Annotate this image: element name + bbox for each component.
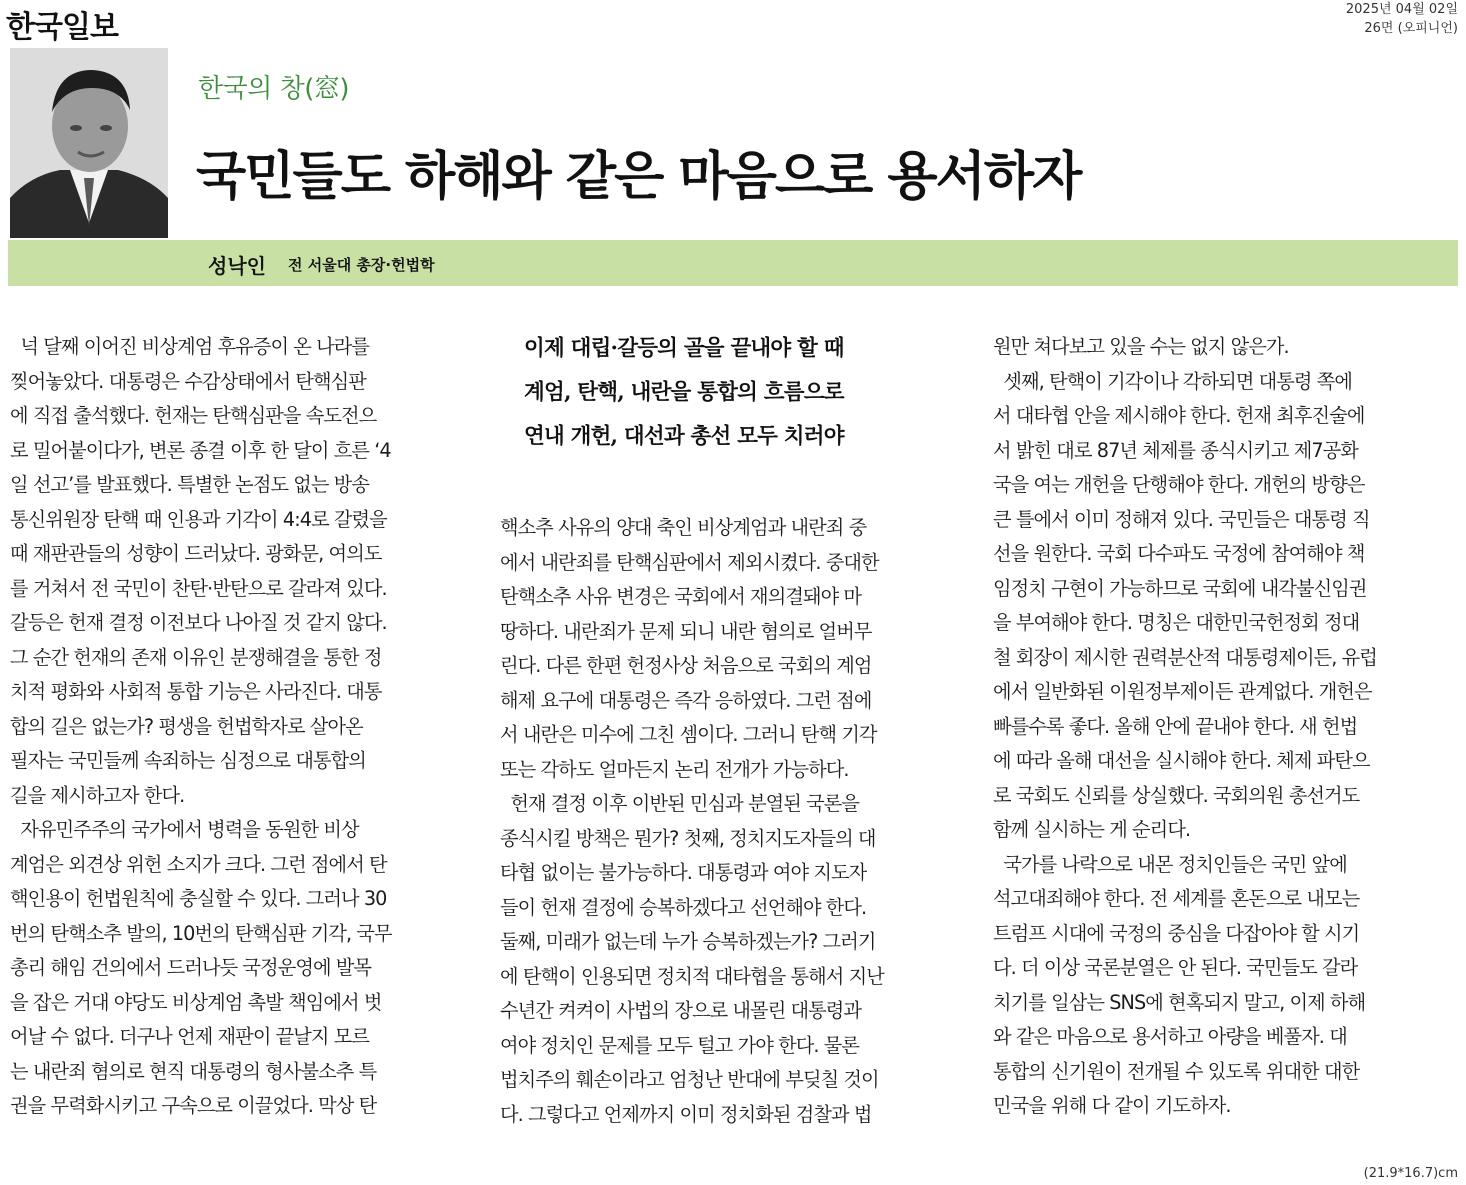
newspaper-masthead: 한국일보 — [6, 10, 118, 45]
article-text-line: 어날 수 없다. 더구나 언제 재판이 끝날지 모르 — [10, 1025, 370, 1048]
article-text-line: 에 따라 올해 대선을 실시해야 한다. 체제 파탄으 — [993, 749, 1370, 772]
article-text-line: 린다. 다른 한편 헌정사상 처음으로 국회의 계엄 — [500, 654, 872, 677]
issue-page: 26면 (오피니언) — [1364, 21, 1458, 36]
article-text-line: 길을 제시하고자 한다. — [10, 783, 185, 807]
article-text-line: 를 거쳐서 전 국민이 찬탄·반탄으로 갈라져 있다. — [10, 576, 387, 600]
article-text-line: 서 내란은 미수에 그친 셈이다. 그러니 탄핵 기각 — [500, 723, 877, 746]
article-text-line: 법치주의 훼손이라고 엄청난 반대에 부딪칠 것이 — [500, 1068, 879, 1091]
article-text-line: 큰 틀에서 이미 정해져 있다. 국민들은 대통령 직 — [993, 507, 1370, 531]
article-text-line: 넉 달째 이어진 비상계엄 후유증이 온 나라를 — [10, 335, 370, 358]
article-text-line: 총리 해임 건의에서 드러나듯 국정운영에 발목 — [10, 956, 372, 979]
article-text-line: 계엄은 외견상 위헌 소지가 크다. 그런 점에서 탄 — [10, 852, 387, 876]
article-text-line: 국을 여는 개헌을 단행해야 한다. 개헌의 방향은 — [993, 473, 1365, 496]
article-text-line: 때 재판관들의 성향이 드러났다. 광화문, 여의도 — [10, 542, 382, 565]
article-text-line: 합의 길은 없는가? 평생을 헌법학자로 살아온 — [10, 714, 363, 738]
article-text-line: 들이 헌재 결정에 승복하겠다고 선언해야 한다. — [500, 895, 867, 919]
article-text-line: 에 탄핵이 인용되면 정치적 대타협을 통해서 지난 — [500, 964, 884, 988]
article-text-line: 민국을 위해 다 같이 기도하자. — [993, 1094, 1231, 1117]
article-text-line: 치기를 일삼는 SNS에 현혹되지 말고, 이제 하해 — [993, 990, 1366, 1014]
article-column-1 — [10, 330, 478, 1124]
article-text-line: 필자는 국민들께 속죄하는 심정으로 대통합의 — [10, 749, 366, 772]
author-photo — [10, 48, 168, 238]
headline: 국민들도 하해와 같은 마음으로 용서하자 — [196, 147, 1081, 207]
article-text-line: 에서 내란죄를 탄핵심판에서 제외시켰다. 중대한 — [500, 550, 879, 574]
article-text-line: 일 선고’를 발표했다. 특별한 논점도 없는 방송 — [10, 473, 370, 496]
article-text-line: 탄핵소추 사유 변경은 국회에서 재의결돼야 마 — [500, 585, 862, 608]
article-text-line: 핵인용이 헌법원칙에 충실할 수 있다. 그러나 30 — [10, 887, 387, 910]
article-text-line: 해제 요구에 대통령은 즉각 응하였다. 그런 점에 — [500, 688, 872, 712]
article-text-line: 셋째, 탄핵이 기각이나 각하되면 대통령 쪽에 — [993, 369, 1353, 393]
article-text-line: 에서 일반화된 이원정부제이든 관계없다. 개헌은 — [993, 680, 1372, 703]
article-text-line: 통합의 신기원이 전개될 수 있도록 위대한 대한 — [993, 1059, 1360, 1083]
article-text-line: 통신위원장 탄핵 때 인용과 기각이 4:4로 갈렸을 — [10, 507, 387, 531]
article-text-line: 치적 평화와 사회적 통합 기능은 사라진다. 대통 — [10, 680, 382, 703]
article-text-line: 트럼프 시대에 국정의 중심을 다잡아야 할 시기 — [993, 921, 1360, 945]
article-text-line: 석고대죄해야 한다. 전 세계를 혼돈으로 내모는 — [993, 887, 1360, 910]
subheads — [524, 327, 944, 459]
article-text-line: 는 내란죄 혐의로 현직 대통령의 형사불소추 특 — [10, 1059, 377, 1083]
author-portrait-icon — [10, 48, 168, 238]
article-text-line: 서 밝힌 대로 87년 체제를 종식시키고 제7공화 — [993, 438, 1358, 462]
article-text-line: 선을 원한다. 국회 다수파도 국정에 참여해야 책 — [993, 542, 1365, 565]
article-text-line: 다. 더 이상 국론분열은 안 된다. 국민들도 갈라 — [993, 956, 1358, 979]
article-text-line: 둘째, 미래가 없는데 누가 승복하겠는가? 그러기 — [500, 930, 876, 953]
article-text-line: 을 잡은 거대 야당도 비상계엄 촉발 책임에서 벗 — [10, 990, 382, 1014]
article-text-line: 로 밀어붙이다가, 변론 종결 이후 한 달이 흐른 ‘4 — [10, 438, 391, 462]
article-text-line: 다. 그렇다고 언제까지 이미 정치화된 검찰과 법 — [500, 1102, 872, 1126]
author-name: 성낙인 — [208, 254, 266, 278]
article-text-line: 핵소추 사유의 양대 축인 비상계엄과 내란죄 중 — [500, 516, 867, 539]
article-text-line: 빠를수록 좋다. 올해 안에 끝내야 한다. 새 헌법 — [993, 714, 1358, 738]
issue-date: 2025년 04월 02일 — [1345, 2, 1458, 17]
subhead-line: 이제 대립·갈등의 골을 끝내야 할 때 — [524, 336, 844, 361]
subhead-line: 연내 개헌, 대선과 총선 모두 치러야 — [524, 424, 844, 449]
article-text-line: 함께 실시하는 게 순리다. — [993, 818, 1191, 841]
article-text-line: 서 대타협 안을 제시해야 한다. 헌재 최후진술에 — [993, 404, 1365, 427]
article-text-line: 임정치 구현이 가능하므로 국회에 내각불신임권 — [993, 576, 1367, 600]
article-text-line: 원만 쳐다보고 있을 수는 없지 않은가. — [993, 335, 1289, 358]
article-size-note: (21.9*16.7)cm — [1363, 1166, 1458, 1181]
article-text-line: 수년간 켜켜이 사법의 장으로 내몰린 대통령과 — [500, 999, 862, 1022]
article-text-line: 여야 정치인 문제를 모두 털고 가야 한다. 물론 — [500, 1033, 860, 1057]
subhead-line: 계엄, 탄핵, 내란을 통합의 흐름으로 — [524, 380, 844, 405]
author-bar — [8, 240, 1458, 286]
article-column-2 — [500, 511, 968, 1132]
article-text-line: 종식시킬 방책은 뭔가? 첫째, 정치지도자들의 대 — [500, 826, 876, 850]
article-text-line: 타협 없이는 불가능하다. 대통령과 여야 지도자 — [500, 861, 867, 884]
article-text-line: 로 국회도 신뢰를 상실했다. 국회의원 총선거도 — [993, 783, 1360, 807]
article-text-line: 그 순간 헌재의 존재 이유인 분쟁해결을 통한 정 — [10, 645, 382, 669]
article-text-line: 와 같은 마음으로 용서하고 아량을 베풀자. 대 — [993, 1025, 1347, 1048]
article-text-line: 또는 각하도 얼마든지 논리 전개가 가능하다. — [500, 757, 849, 781]
article-text-line: 번의 탄핵소추 발의, 10번의 탄핵심판 기각, 국무 — [10, 921, 392, 945]
section-label: 한국의 창(窓) — [198, 74, 350, 104]
article-text-line: 을 부여해야 한다. 명칭은 대한민국헌정회 정대 — [993, 611, 1360, 634]
issue-meta — [1346, 0, 1458, 38]
article-text-line: 권을 무력화시키고 구속으로 이끌었다. 막상 탄 — [10, 1094, 377, 1117]
article-text-line: 에 직접 출석했다. 헌재는 탄핵심판을 속도전으 — [10, 404, 377, 427]
article-column-3 — [993, 330, 1463, 1124]
article-text-line: 자유민주주의 국가에서 병력을 동원한 비상 — [10, 818, 359, 841]
article-text-line: 땅하다. 내란죄가 문제 되니 내란 혐의로 얼버무 — [500, 619, 872, 643]
author-title: 전 서울대 총장·헌법학 — [288, 256, 435, 274]
article-text-line: 갈등은 헌재 결정 이전보다 나아질 것 같지 않다. — [10, 611, 387, 634]
article-text-line: 국가를 나락으로 내몬 정치인들은 국민 앞에 — [993, 852, 1347, 876]
article-text-line: 헌재 결정 이후 이반된 민심과 분열된 국론을 — [500, 792, 860, 815]
article-text-line: 찢어놓았다. 대통령은 수감상태에서 탄핵심판 — [10, 369, 366, 393]
article-text-line: 철 회장이 제시한 권력분산적 대통령제이든, 유럽 — [993, 645, 1377, 669]
